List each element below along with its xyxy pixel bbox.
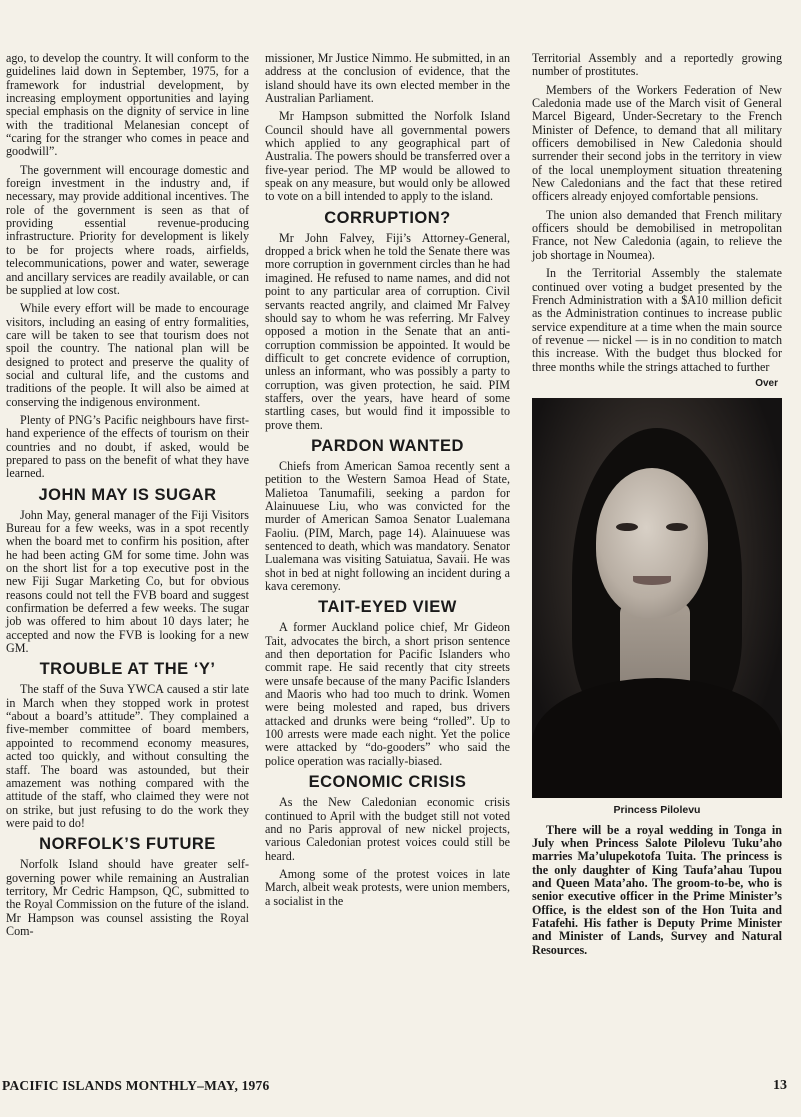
article-paragraph: Chiefs from American Samoa recently sent a petition to the Western Samoa Head of State, Malietoa Tanumafili, seeking a pardon for Alainuuese Liu, who was convicted for the murder of American Samoa Senator Lualemana Faoliu. (PIM, March, page 14). Alainuuese was sentenced to death, which was mandatory. Senator Lualemana was visiting Satuiatua, Savaii. He was shot in bed at night following an incident during a kava ceremony. bbox=[265, 458, 510, 594]
page-number: 13 bbox=[773, 1078, 787, 1093]
article-paragraph: John May, general manager of the Fiji Visitors Bureau for a few weeks, was in a spot recently when the board met to confirm his position, after he had been acting GM for some time. John was on the short list for a top executive post in the new Fiji Sugar Marketing Co, but for obvious reasons could not tell the FVB board and suggest confirmation be deferred a few weeks. The sugar job was offered to him about 10 days later; he accepted and now the FVB is looking for a new GM. bbox=[6, 507, 249, 656]
article-paragraph: There will be a royal wedding in Tonga in July when Princess Salote Pilolevu Tuku’aho marries Ma’ulupekotofa Tuita. The princess is the only daughter of King Taufa’ahau Tupou and Queen Mata’aho. The groom-to-be, who is senior executive officer in the Prime Minister’s Office, is the eldest son of the Hon Tuita and Fatafehi. His father is Deputy Prime Minister and Minister of Lands, Survey and Natural Resources. bbox=[532, 822, 782, 957]
article-paragraph: Members of the Workers Federation of New Caledonia made use of the March visit of General Marcel Bigeard, Under-Secretary to the French Minister of Defence, to demand that all military officers demobilised in New Caledonia should surrender their second jobs in the territory in view of the local unemployment situation threatening New Caledonians and the fact that these retired officers already enjoyed comfortable pensions. bbox=[532, 82, 782, 204]
article-paragraph: missioner, Mr Justice Nimmo. He submitted, in an address at the conclusion of evidence, that the island should have its own elected member in the Australian Parliament. bbox=[265, 51, 510, 106]
photo-face bbox=[596, 468, 708, 618]
article-paragraph: While every effort will be made to encourage visitors, including an easing of entry formalities, care will be taken to see that tourism does not spoil the country. The national plan will be designed to protect and preserve the quality of social and cultural life, and the customs and traditions of the people. It will also be aimed at conserving the indigenous environment. bbox=[6, 301, 249, 409]
headline-tait: TAIT-EYED VIEW bbox=[318, 598, 457, 617]
continued-over-label: Over bbox=[755, 377, 778, 389]
princess-photo bbox=[532, 398, 782, 798]
headline-pardon: PARDON WANTED bbox=[311, 436, 464, 455]
article-paragraph: As the New Caledonian economic crisis continued to April with the budget still not voted and no Paris approval of new nickel projects, various Caledonian protest voices could still be heard. bbox=[265, 795, 510, 863]
photo-dress bbox=[532, 678, 782, 798]
headline-corruption: CORRUPTION? bbox=[324, 208, 451, 227]
article-paragraph: The union also demanded that French military officers should be demobilised in metropolitan France, not New Caledonia (again, to relieve the job shortage in Noumea). bbox=[532, 207, 782, 262]
article-paragraph: In the Territorial Assembly the stalemate continued over voting a budget presented by the French Administration with a $A10 million deficit as the Administration continues to increase public service expenditure at a time when the main source of revenue — nickel — is in no condition to match this increase. With the budget thus blocked for three months while the strings attached to further bbox=[532, 266, 782, 374]
article-paragraph: Among some of the protest voices in late March, albeit weak protests, were union members, a socialist in the bbox=[265, 866, 510, 908]
article-paragraph: A former Auckland police chief, Mr Gideon Tait, advocates the birch, a short prison sentence and then deportation for Pacific Islanders who commit rape. He said recently that city streets were unsafe because of the many Pacific Islanders and Maoris who had too much to drink. Women were being molested and raped, bus drivers attacked and drunks were being “rolled”. Up to 100 arrests were made each night. Yet the police were attacked by “do-gooders” who said the police operation was racially-biased. bbox=[265, 620, 510, 768]
photo-caption: Princess Pilolevu bbox=[613, 804, 701, 817]
column-3 bbox=[532, 52, 782, 962]
publication-footer: PACIFIC ISLANDS MONTHLY–MAY, 1976 bbox=[2, 1078, 270, 1093]
article-paragraph: Plenty of PNG’s Pacific neighbours have first-hand experience of the effects of tourism on their countries and no doubt, if asked, would be prepared to pass on the benefit of what they have learned. bbox=[6, 412, 249, 481]
article-paragraph: ago, to develop the country. It will conform to the guidelines laid down in September, 1975, for a framework for industrial development, by increasing employment opportunities and laying special emphasis on the dignity of service in line with the traditional Melanesian concept of “caring for the stranger who comes in peace and goodwill”. bbox=[6, 51, 249, 159]
article-paragraph: Mr John Falvey, Fiji’s Attorney-General, dropped a brick when he told the Senate there was more corruption in government circles than he had imagined. He refused to name names, and did not point to any particular area of corruption. Civil servants reacted angrily, and claimed Mr Falvey should say to whom he was referring. Mr Falvey opposed a motion in the Senate that an anti-corruption commission be appointed. It would be difficult to get concrete evidence of corruption, unless an informant, who was possibly a party to corruption, was given protection, he said. PIM staffers, over the years, have heard of some startling cases, but would find it impossible to prove them. bbox=[265, 230, 510, 432]
column-1 bbox=[6, 52, 249, 943]
article-paragraph: The staff of the Suva YWCA caused a stir late in March when they stopped work in protest “about a board’s attitude”. They complained a five-member committee of board members, appointed to recommend economy measures, acted too quickly, and without consulting the staff. The board was astounded, but their amazement was nothing compared with the attitude of the staff, who claimed they were not on strike, but just refusing to do the work they were paid to do! bbox=[6, 682, 249, 830]
headline-economic-crisis: ECONOMIC CRISIS bbox=[308, 773, 467, 792]
headline-john-may: JOHN MAY IS SUGAR bbox=[38, 485, 217, 504]
column-2 bbox=[265, 52, 510, 913]
headline-trouble-y: TROUBLE AT THE ‘Y’ bbox=[39, 660, 216, 679]
article-paragraph: The government will encourage domestic and foreign investment in the industry and, if necessary, may provide additional incentives. The role of the government is seen as that of providing essential revenue-producing infrastructure. Priority for development is likely to be for projects where roads, airfields, telecommunications, power and water, sewerage and ancillary services are readily available, or can be supplied at low cost. bbox=[6, 162, 249, 297]
headline-norfolk: NORFOLK’S FUTURE bbox=[39, 835, 216, 854]
article-paragraph: Norfolk Island should have greater self-governing power while remaining an Australian territory, Mr Cedric Hampson, QC, submitted to the Royal Commission on the future of the island. Mr Hampson was counsel assisting the Royal Com- bbox=[6, 857, 249, 938]
article-paragraph: Mr Hampson submitted the Norfolk Island Council should have all governmental powers which applied to any geographical part of Australia. The powers should be transferred over a five-year period. The MP would be allowed to speak on any measure, but would only be allowed to vote on a bill intended to apply to the island. bbox=[265, 109, 510, 204]
article-paragraph: Territorial Assembly and a reportedly growing number of prostitutes. bbox=[532, 51, 782, 79]
